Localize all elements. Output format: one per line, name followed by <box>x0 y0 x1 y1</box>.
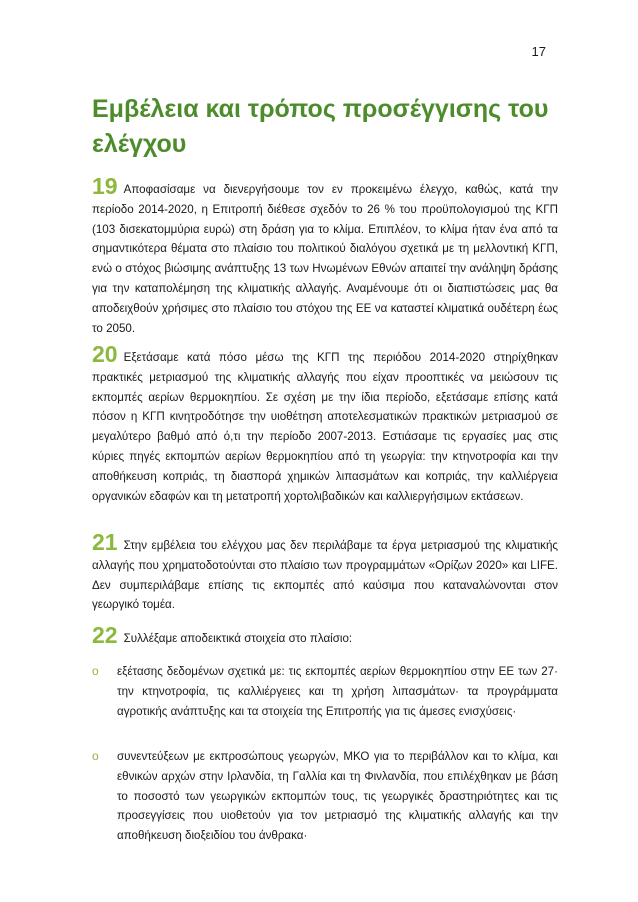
bullet-text: συνεντεύξεων με εκπροσώπους γεωργών, ΜΚΟ για το περιβάλλον και το κλίμα, και εθνικών αρχών στην Ιρλανδία, τη Γαλλία και τη Φινλανδία, που επιλέχθηκαν με βάση το ποσοστό των γεωργικών εκπομπών τους, τις γεωργικές δραστηριότητες και τις προσεγγίσεις που υιοθετούν για τον μετριασμό της κλιματικής αλλαγής και την αποθήκευση διοξειδίου του άνθρακα· <box>117 750 558 843</box>
bullet-circle-icon: o <box>92 749 99 763</box>
page-number: 17 <box>531 44 546 59</box>
paragraph-text: Συλλέξαμε αποδεικτικά στοιχεία στο πλαίσιο: <box>123 632 353 645</box>
paragraph-text: Εξετάσαμε κατά πόσο μέσω της ΚΓΠ της περιόδου 2014-2020 στηρίχθηκαν πρακτικές μετριασμού της κλιματικής αλλαγής που είχαν προοπτικές να μειώσουν τις εκπομπές αερίων θερμοκηπίου. Σε σχέση με την ίδια περίοδο, εξετάσαμε επίσης κατά πόσον η ΚΓΠ κινητροδότησε την υιοθέτηση αποτελεσματικών πρακτικών μετριασμού σε μεγαλύτερο βαθμό από ό,τι την περίοδο 2007-2013. Εστιάσαμε τις εργασίες μας στις κύριες πηγές εκπομπών αερίων θερμοκηπίου από τη γεωργία: την κτηνοτροφία και την αποθήκευση κοπριάς, τη διασπορά χημικών λιπασμάτων και κοπριάς, την καλλιέργεια οργανικών εδαφών και τη μετατροπή χορτολιβαδικών και καλλιεργήσιμων εκτάσεων. <box>92 351 558 503</box>
paragraph-number: 19 <box>92 173 118 199</box>
paragraph-20 <box>92 341 558 506</box>
paragraph-text: Στην εμβέλεια του ελέγχου μας δεν περιλάβαμε τα έργα μετριασμού της κλιματικής αλλαγής που χρηματοδοτούνται στο πλαίσιο των προγραμμάτων «Ορίζων 2020» και LIFE. Δεν συμπεριλάβαμε επίσης τις εκπομπές από καύσιμα που καταναλώνονται στον γεωργικό τομέα. <box>92 539 558 612</box>
paragraph-number: 20 <box>92 341 118 367</box>
section-heading: Εμβέλεια και τρόπος προσέγγισης του ελέγχου <box>92 95 549 158</box>
paragraph-22 <box>92 622 558 649</box>
paragraph-21 <box>92 529 558 615</box>
paragraph-text: Αποφασίσαμε να διενεργήσουμε τον εν προκειμένω έλεγχο, καθώς, κατά την περίοδο 2014-2020, η Επιτροπή διέθεσε σχεδόν το 26 % του προϋπολογισμού της ΚΓΠ (103 δισεκατομμύρια ευρώ) στη δράση για το κλίμα. Επιπλέον, το κλίμα ήταν ένα από τα σημαντικότερα θέματα στο πλαίσιο του πολιτικού διαλόγου σχετικά με τη μελλοντική ΚΓΠ, ενώ ο στόχος βιώσιμης ανάπτυξης 13 των Ηνωμένων Εθνών απαιτεί την ανάληψη δράσης για την καταπολέμηση της κλιματικής αλλαγής. Αναμένουμε ότι οι διαπιστώσεις μας θα αποδειχθούν χρήσιμες στο πλαίσιο του στόχου της ΕΕ να καταστεί κλιματικά ουδέτερη έως το 2050. <box>92 183 558 335</box>
paragraph-number: 22 <box>92 622 118 648</box>
paragraph-number: 21 <box>92 529 118 555</box>
bullet-text: εξέτασης δεδομένων σχετικά με: τις εκπομπές αερίων θερμοκηπίου στην ΕΕ των 27· την κτηνοτροφία, τις καλλιέργειες και τη χρήση λιπασμάτων· τα προγράμματα αγροτικής ανάπτυξης και τα στοιχεία της Επιτροπής για τις άμεσες ενισχύσεις· <box>117 665 558 718</box>
paragraph-19 <box>92 173 558 338</box>
bullet-item <box>92 747 558 846</box>
bullet-circle-icon: o <box>92 664 99 678</box>
bullet-item <box>92 662 558 721</box>
